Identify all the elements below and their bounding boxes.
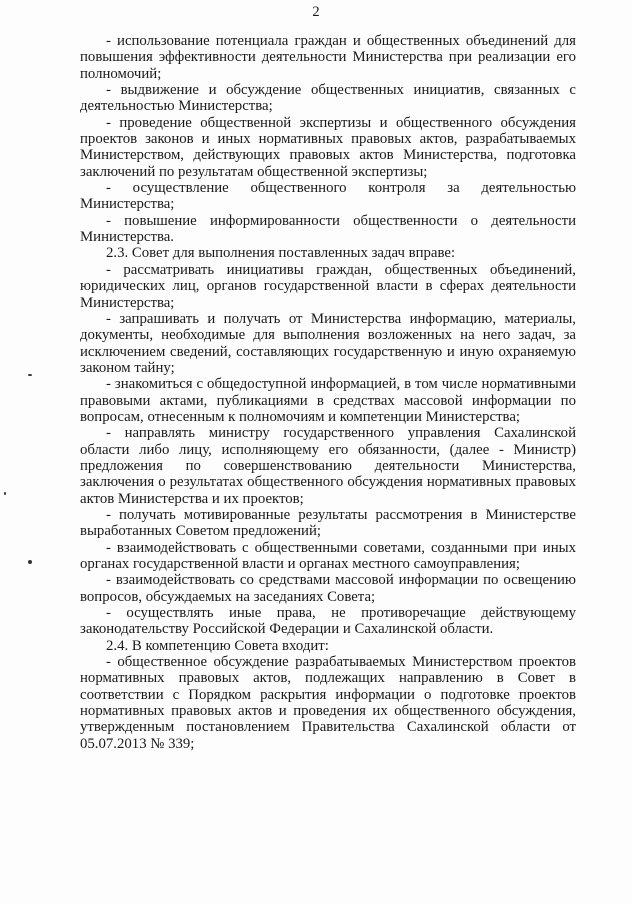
paragraph: - запрашивать и получать от Министерства информацию, материалы, документы, необходимые для выполнения возложенных на него задач, за исключением сведений, составляющих государственную и иную охраняемую законом тайну; bbox=[80, 310, 576, 376]
paragraph: - использование потенциала граждан и общественных объединений для повышения эффективности деятельности Министерства при реализации его полномочий; bbox=[80, 33, 576, 82]
paragraph: - выдвижение и обсуждение общественных инициатив, связанных с деятельностью Министерства; bbox=[80, 82, 576, 115]
section-heading-2-3: 2.3. Совет для выполнения поставленных задач вправе: bbox=[106, 245, 456, 262]
scan-speck bbox=[4, 492, 6, 495]
paragraph: - взаимодействовать с общественными советами, созданными при иных органах государственной власти и органах местного самоуправления; bbox=[80, 539, 576, 572]
scan-speck bbox=[28, 560, 32, 564]
page-number: 2 bbox=[312, 4, 320, 20]
paragraph: - рассматривать инициативы граждан, общественных объединений, юридических лиц, органов государственной власти в сферах деятельности Министерства; bbox=[80, 261, 576, 311]
paragraph: - получать мотивированные результаты рассмотрения в Министерстве выработанных Советом предложений; bbox=[80, 506, 576, 540]
paragraph: - взаимодействовать со средствами массовой информации по освещению вопросов, обсуждаемых на заседаниях Совета; bbox=[80, 572, 576, 605]
paragraph: - осуществлять иные права, не противоречащие действующему законодательству Российской Федерации и Сахалинской области. bbox=[80, 605, 576, 638]
paragraph: - проведение общественной экспертизы и общественного обсуждения проектов законов и иных нормативных правовых актов, разрабатываемых Министерством, действующих правовых актов Министерства, подготовка заключений по результатам общественной экспертизы; bbox=[80, 114, 576, 180]
paragraph: - направлять министру государственного управления Сахалинской области либо лицу, исполняющему его обязанности, (далее - Министр) предложения по совершенствованию деятельности Министерства, заключения о результатах общественного обсуждения нормативных правовых актов Министерства и их проектов; bbox=[80, 425, 576, 507]
paragraph: - осуществление общественного контроля за деятельностью Министерства; bbox=[80, 180, 576, 213]
section-heading-2-4: 2.4. В компетенцию Совета входит: bbox=[106, 637, 329, 654]
paragraph: - повышение информированности общественности о деятельности Министерства. bbox=[80, 212, 576, 246]
scan-speck bbox=[28, 374, 32, 376]
document-body bbox=[80, 33, 576, 752]
paragraph: - общественное обсуждение разрабатываемых Министерством проектов нормативных правовых актов, подлежащих направлению в Совет в соответствии с Порядком раскрытия информации о подготовке проектов нормативных правовых актов и проведения их общественного обсуждения, утвержденным постановлением Правительства Сахалинской области от 05.07.2013 № 339; bbox=[80, 654, 576, 752]
paragraph: - знакомиться с общедоступной информацией, в том числе нормативными правовыми актами, публикациями в средствах массовой информации по вопросам, отнесенным к полномочиям и компетенции Министерства; bbox=[80, 376, 576, 425]
